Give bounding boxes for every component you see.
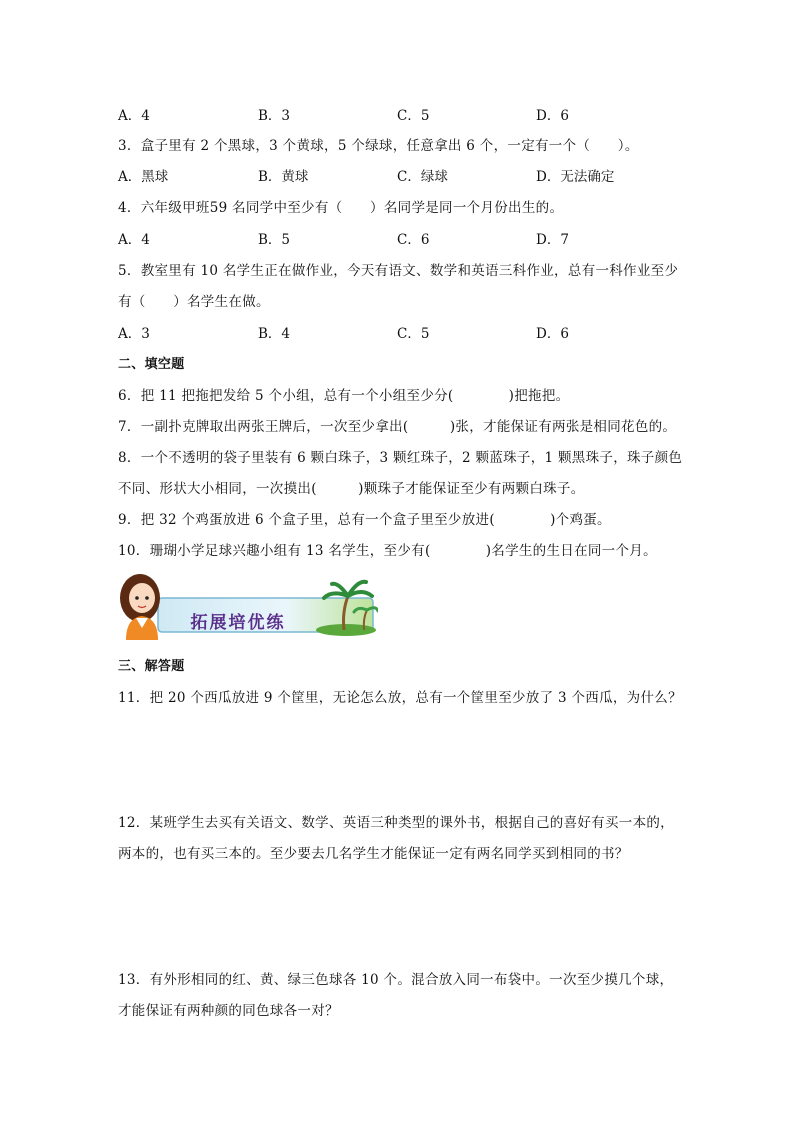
q2-option-a: A．4 [118,108,150,124]
q2-option-b: B．3 [258,108,291,124]
q3-text: 3．盒子里有 2 个黑球，3 个黄球，5 个绿球，任意拿出 6 个，一定有一个（ ）。 [118,138,639,154]
q5-option-b: B．4 [258,326,291,342]
section-3-heading: 三、解答题 [118,659,185,674]
q4-option-a: A．4 [118,232,150,248]
banner-title: 拓展培优练 [190,613,286,633]
q8-text-line2: 不同、形状大小相同，一次摸出( )颗珠子才能保证至少有两颗白珠子。 [118,481,585,497]
q4-option-c: C．6 [397,232,430,248]
q4-option-b: B．5 [258,232,291,248]
q3-option-a: A．黑球 [118,169,169,185]
q11-text: 11．把 20 个西瓜放进 9 个筐里，无论怎么放，总有一个筐里至少放了 3 个西瓜，为什么？ [118,690,682,706]
q3-options [118,165,678,183]
q5-text-line2: 有（ ）名学生在做。 [118,294,270,310]
q12-text-line1: 12．某班学生去买有关语文、数学、英语三种类型的课外书，根据自己的喜好有买一本的， [118,815,674,831]
q3-option-d: D．无法确定 [536,169,615,185]
q4-option-d: D．7 [536,232,569,248]
q10-text: 10．珊瑚小学足球兴趣小组有 13 名学生，至少有( )名学生的生日在同一个月。 [118,543,657,559]
q12-text-line2: 两本的，也有买三本的。至少要去几名学生才能保证一定有两名同学买到相同的书？ [118,846,629,862]
q3-option-c: C．绿球 [397,169,448,185]
q13-text-line2: 才能保证有两种颜的同色球各一对？ [118,1003,339,1019]
q8-text-line1: 8．一个不透明的袋子里装有 6 颗白珠子，3 颗红珠子，2 颗蓝珠子，1 颗黑珠子，珠子颜色 [118,450,683,466]
q2-options [118,104,678,122]
q2-option-d: D．6 [536,108,569,124]
q5-option-c: C．5 [397,326,430,342]
q5-option-d: D．6 [536,326,569,342]
q5-option-a: A．3 [118,326,150,342]
q4-options [118,228,678,246]
q6-text: 6．把 11 把拖把发给 5 个小组，总有一个小组至少分( )把拖把。 [118,388,570,404]
girl-illustration-icon [120,574,160,640]
q3-option-b: B．黄球 [258,169,309,185]
q7-text: 7．一副扑克牌取出两张王牌后，一次至少拿出( )张，才能保证有两张是相同花色的。 [118,419,677,435]
q5-options [118,322,678,340]
section-2-heading: 二、填空题 [118,357,185,372]
q5-text-line1: 5．教室里有 10 名学生正在做作业，今天有语文、数学和英语三科作业，总有一科作业至少 [118,263,679,279]
q2-option-c: C．5 [397,108,430,124]
q9-text: 9．把 32 个鸡蛋放进 6 个盒子里，总有一个盒子里至少放进( )个鸡蛋。 [118,512,611,528]
q13-text-line1: 13．有外形相同的红、黄、绿三色球各 10 个。混合放入同一布袋中。一次至少摸几个球， [118,972,674,988]
q4-text: 4．六年级甲班59 名同学中至少有（ ）名同学是同一个月份出生的。 [118,200,564,216]
